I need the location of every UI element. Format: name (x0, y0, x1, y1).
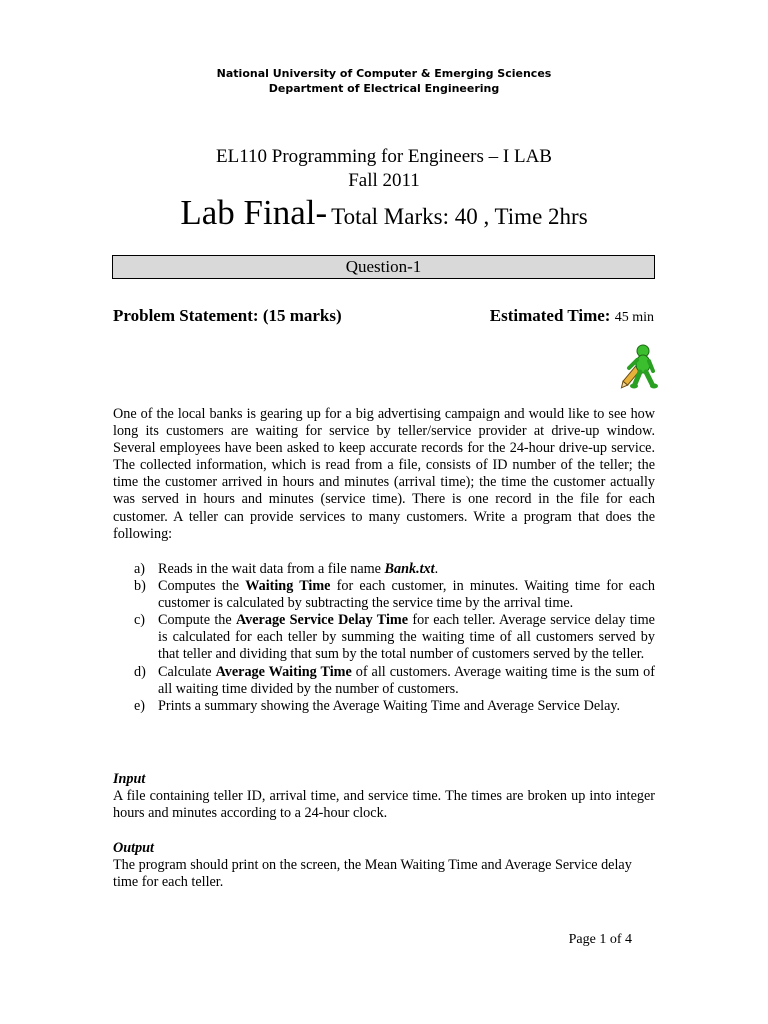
task-text-cont: . (434, 561, 439, 577)
task-item (113, 698, 655, 715)
exam-details: Total Marks: 40 , Time 2hrs (331, 204, 588, 229)
input-text: A file containing teller ID, arrival time, and service time. The times are broken up into integer hours and minutes according to a 24-hour clock. (113, 788, 655, 822)
task-emphasis: Average Waiting Time (215, 663, 352, 680)
input-heading: Input (113, 771, 146, 787)
question-heading-box (112, 255, 655, 279)
department-name: Department of Electrical Engineering (268, 82, 500, 95)
task-item (113, 612, 655, 663)
task-item (113, 578, 655, 612)
task-text-cont: for each teller. Average service delay time is calculated for each teller by summing the waiting time of all customers served by that teller and dividing that sum by the total number of customers served by the teller. (158, 612, 655, 663)
task-text: Calculate (158, 663, 216, 680)
output-heading: Output (113, 840, 155, 856)
problem-statement-label: Problem Statement: (15 marks) (113, 306, 342, 325)
task-marker: c) (134, 612, 146, 629)
institution-name: National University of Computer & Emerging Sciences (216, 67, 552, 80)
exam-title-line (0, 193, 768, 233)
task-text: Reads in the wait data from a file name (158, 561, 385, 577)
task-emphasis: Average Service Delay Time (235, 612, 409, 629)
course-title: EL110 Programming for Engineers – I LAB (216, 146, 552, 167)
task-text-cont: for each customer, in minutes. Waiting time for each customer is calculated by subtracting the service time by the arrival time. (158, 578, 655, 612)
task-emphasis: Waiting Time (245, 578, 331, 595)
task-marker: a) (134, 561, 146, 577)
task-list (113, 561, 655, 715)
exam-title: Lab Final- (180, 193, 328, 232)
estimated-time-label: Estimated Time: (489, 306, 611, 325)
task-text: Compute the (158, 612, 236, 629)
task-item (113, 664, 655, 698)
estimated-time-value: 45 min (614, 310, 654, 325)
task-text-cont: of all customers. Average waiting time is the sum of all waiting time divided by the number of customers. (158, 663, 655, 697)
output-text: The program should print on the screen, the Mean Waiting Time and Average Service delay time for each teller. (113, 857, 632, 891)
course-term: Fall 2011 (348, 170, 420, 191)
task-item (113, 561, 655, 578)
page-number: Page 1 of 4 (568, 932, 632, 947)
problem-intro: One of the local banks is gearing up for a big advertising campaign and would like to see how long its customers are waiting for service by teller/service provider at drive-up window. Several employees have been asked to keep accurate records for the 24-hour drive-up service. The collected information, which is read from a file, consists of ID number of the teller; the time the customer arrived in hours and minutes (arrival time); the time the customer actually was served in hours and minutes (service time). There is one record in the file for each customer. A teller can provide services to many customers. Write a program that does the following: (113, 406, 655, 542)
task-marker: b) (134, 578, 146, 595)
task-marker: d) (134, 663, 146, 680)
question-heading: Question-1 (345, 257, 422, 276)
task-text: Computes the (158, 578, 246, 595)
green-figure-with-pencil-icon (619, 344, 659, 390)
task-marker: e) (134, 697, 146, 714)
task-text: Prints a summary showing the Average Waiting Time and Average Service Delay. (158, 697, 621, 714)
estimated-time (490, 306, 654, 326)
task-emphasis: Bank.txt (384, 561, 435, 577)
